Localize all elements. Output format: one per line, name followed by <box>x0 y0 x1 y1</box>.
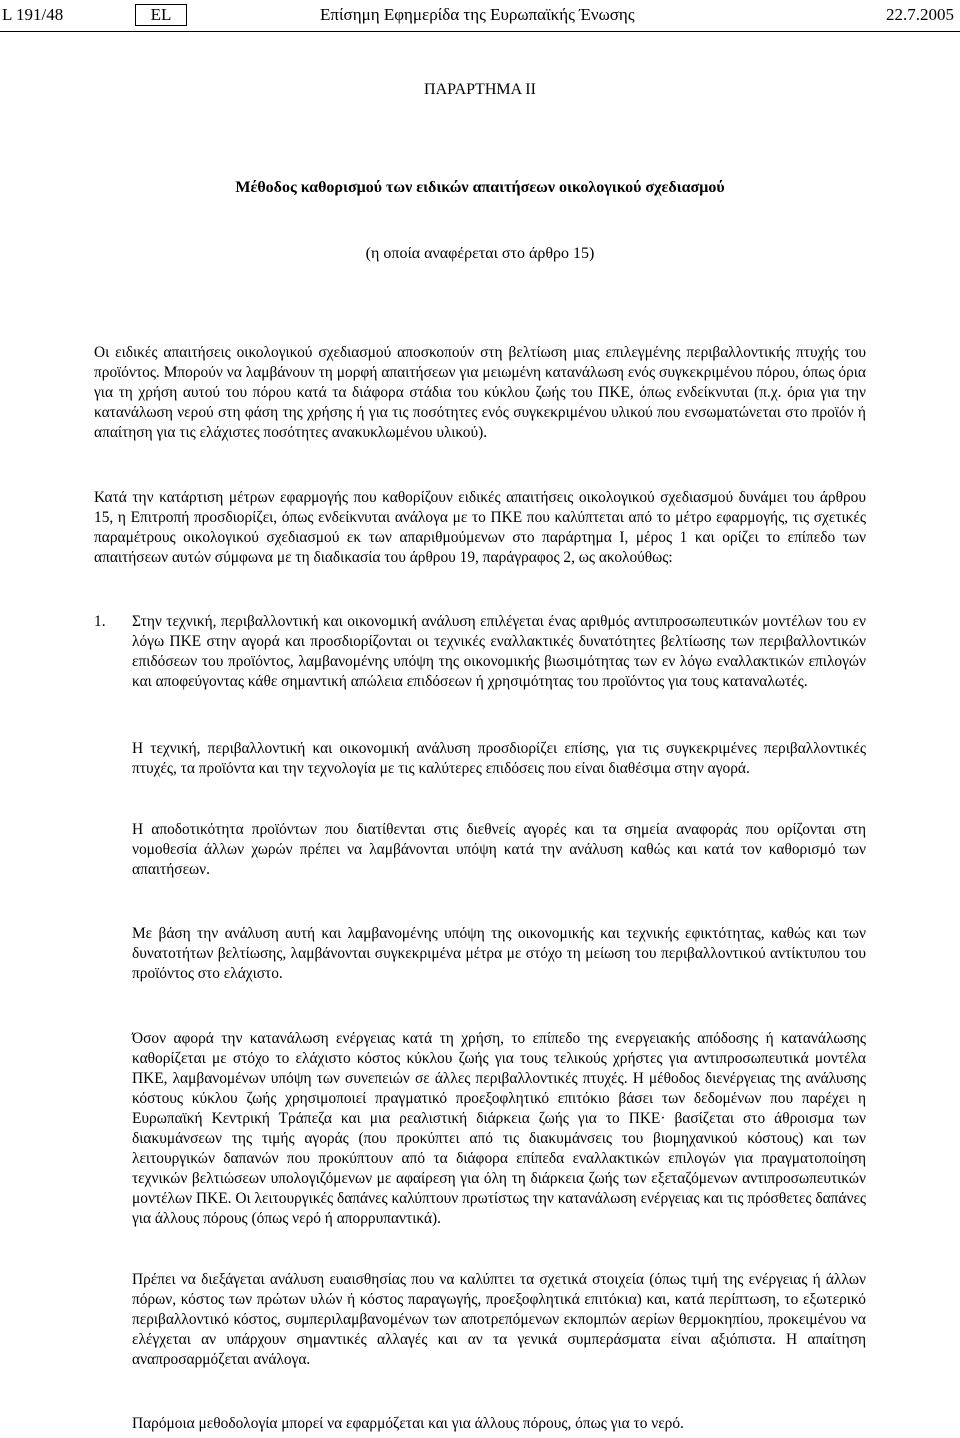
procedure-paragraph: Κατά την κατάρτιση μέτρων εφαρμογής που καθορίζουν ειδικές απαιτήσεις οικολογικού σχεδιασμού δυνάμει του άρθρου 15, η Επιτροπή προσδιορίζει, όπως ενδείκνυται ανάλογα με το ΠΚΕ που καλύπτεται από το μέτρο εφαρμογής, τις σχετικές παραμέτρους οικολογικού σχεδιασμού εκ των απαριθμούμενων στο παράρτημα Ι, μέρος 1 και ορίζει το επίπεδο των απαιτήσεων αυτών σύμφωνα με τη διαδικασία του άρθρου 19, παράγραφος 2, ως ακολούθως: <box>94 489 866 566</box>
item1-paragraph-5: Όσον αφορά την κατανάλωση ενέργειας κατά τη χρήση, το επίπεδο της ενεργειακής απόδοσης ή κατανάλωσης καθορίζεται με στόχο το ελάχιστο κόστος κύκλου ζωής για τους τελικούς χρήστες για αντιπροσωπευτικά μοντέλα ΠΚΕ, λαμβανομένων υπόψη των συνεπειών σε άλλες περιβαλλοντικές πτυχές. Η μέθοδος διενέργειας της ανάλυσης κόστους κύκλου ζωής χρησιμοποιεί πραγματικό προεξοφλητικό επιτόκιο βάσει των δεδομένων που παρέχει η Ευρωπαϊκή Κεντρική Τράπεζα και μια ρεαλιστική διάρκεια ζωής για το ΠΚΕ· βασίζεται στο άθροισμα των διακυμάνσεων της τιμής αγοράς (που προκύπτει από τις διακυμάνσεις του βιομηχανικού κόστους) και των λειτουργικών δαπανών που προκύπτουν από τα διάφορα επίπεδα εναλλακτικών επιλογών για πραγματοποίηση τεχνικών βελτιώσεων υπολογιζόμενων με αφαίρεση για όλη τη διάρκεια ζωής των εξεταζόμενων αντιπροσωπευτικών μοντέλων ΠΚΕ. Οι λειτουργικές δαπάνες καλύπτουν πρωτίστως την κατανάλωση ενέργειας και τις πρόσθετες δαπάνες για άλλους πόρους (όπως νερό ή απορρυπαντικά). <box>132 1030 866 1227</box>
item1-paragraph-7: Παρόμοια μεθοδολογία μπορεί να εφαρμόζεται και για άλλους πόρους, όπως για το νερό. <box>132 1415 684 1432</box>
item1-paragraph-4: Με βάση την ανάλυση αυτή και λαμβανομένης υπόψη της οικονομικής και τεχνικής εφικτότητας, καθώς και των δυνατοτήτων βελτίωσης, λαμβάνονται συγκεκριμένα μέτρα με στόχο τη μείωση του περιβαλλοντικού αντίκτυπου του προϊόντος στο ελάχιστο. <box>132 925 866 982</box>
publication-date: 22.7.2005 <box>886 5 954 24</box>
language-badge: EL <box>135 4 187 26</box>
header-divider <box>0 31 960 32</box>
annex-title: Μέθοδος καθορισμού των ειδικών απαιτήσεων οικολογικού σχεδιασμού <box>235 179 725 196</box>
page-reference: L 191/48 <box>2 5 64 24</box>
list-item-number: 1. <box>94 613 106 630</box>
annex-label: ΠΑΡΑΡΤΗΜΑ ΙΙ <box>424 81 536 98</box>
journal-title: Επίσημη Εφημερίδα της Ευρωπαϊκής Ένωσης <box>320 5 635 24</box>
item1-paragraph-3: Η αποδοτικότητα προϊόντων που διατίθενται στις διεθνείς αγορές και τα σημεία αναφοράς που ορίζονται στη νομοθεσία άλλων χωρών πρέπει να λαμβάνονται υπόψη κατά την ανάλυση καθώς και κατά τον καθορισμό των απαιτήσεων. <box>132 821 866 878</box>
item1-paragraph-2: Η τεχνική, περιβαλλοντική και οικονομική ανάλυση προσδιορίζει επίσης, για τις συγκεκριμένες περιβαλλοντικές πτυχές, τα προϊόντα και την τεχνολογία με τις καλύτερες επιδόσεις που είναι διαθέσιμα στην αγορά. <box>132 740 866 777</box>
item1-paragraph-6: Πρέπει να διεξάγεται ανάλυση ευαισθησίας που να καλύπτει τα σχετικά στοιχεία (όπως τιμή της ενέργειας ή άλλων πόρων, κόστος των πρώτων υλών ή κόστος παραγωγής, προεξοφλητικά επιτόκια) και, κατά περίπτωση, το εξωτερικό περιβαλλοντικό κόστος, συμπεριλαμβανομένων των αποτρεπόμενων εκπομπών αερίων θερμοκηπίου, προκειμένου να ελέγχεται αν υπάρχουν σημαντικές αλλαγές και αν τα γενικά συμπεράσματα είναι αξιόπιστα. Η απαίτηση αναπροσαρμόζεται ανάλογα. <box>132 1271 866 1368</box>
annex-reference: (η οποία αναφέρεται στο άρθρο 15) <box>365 245 595 262</box>
intro-paragraph: Οι ειδικές απαιτήσεις οικολογικού σχεδιασμού αποσκοπούν στη βελτίωση μιας επιλεγμένης περιβαλλοντικής πτυχής του προϊόντος. Μπορούν να λαμβάνουν τη μορφή απαιτήσεων για μειωμένη κατανάλωση ενός συγκεκριμένου πόρου, όπως όρια για τη χρήση αυτού του πόρου κατά τα διάφορα στάδια του κύκλου ζωής του ΠΚΕ, όπως ενδείκνυται (π.χ. όρια για την κατανάλωση νερού στη φάση της χρήσης ή για τις ποσότητες ενός συγκεκριμένου υλικού που ενσωματώνεται στο προϊόν ή απαίτηση για τις ελάχιστες ποσότητες ανακυκλωμένου υλικού). <box>94 344 866 441</box>
page-header <box>0 4 960 26</box>
item1-paragraph-1: Στην τεχνική, περιβαλλοντική και οικονομική ανάλυση επιλέγεται ένας αριθμός αντιπροσωπευτικών μοντέλων του εν λόγω ΠΚΕ στην αγορά και προσδιορίζονται οι τεχνικές εναλλακτικές δυνατότητες βελτίωσης των περιβαλλοντικών επιδόσεων του προϊόντος, λαμβανομένης υπόψη της οικονομικής βιωσιμότητας των εν λόγω εναλλακτικών επιλογών και αποφεύγοντας κάθε σημαντική απώλεια επιδόσεων ή χρησιμότητας του προϊόντος για τους καταναλωτές. <box>132 613 866 690</box>
